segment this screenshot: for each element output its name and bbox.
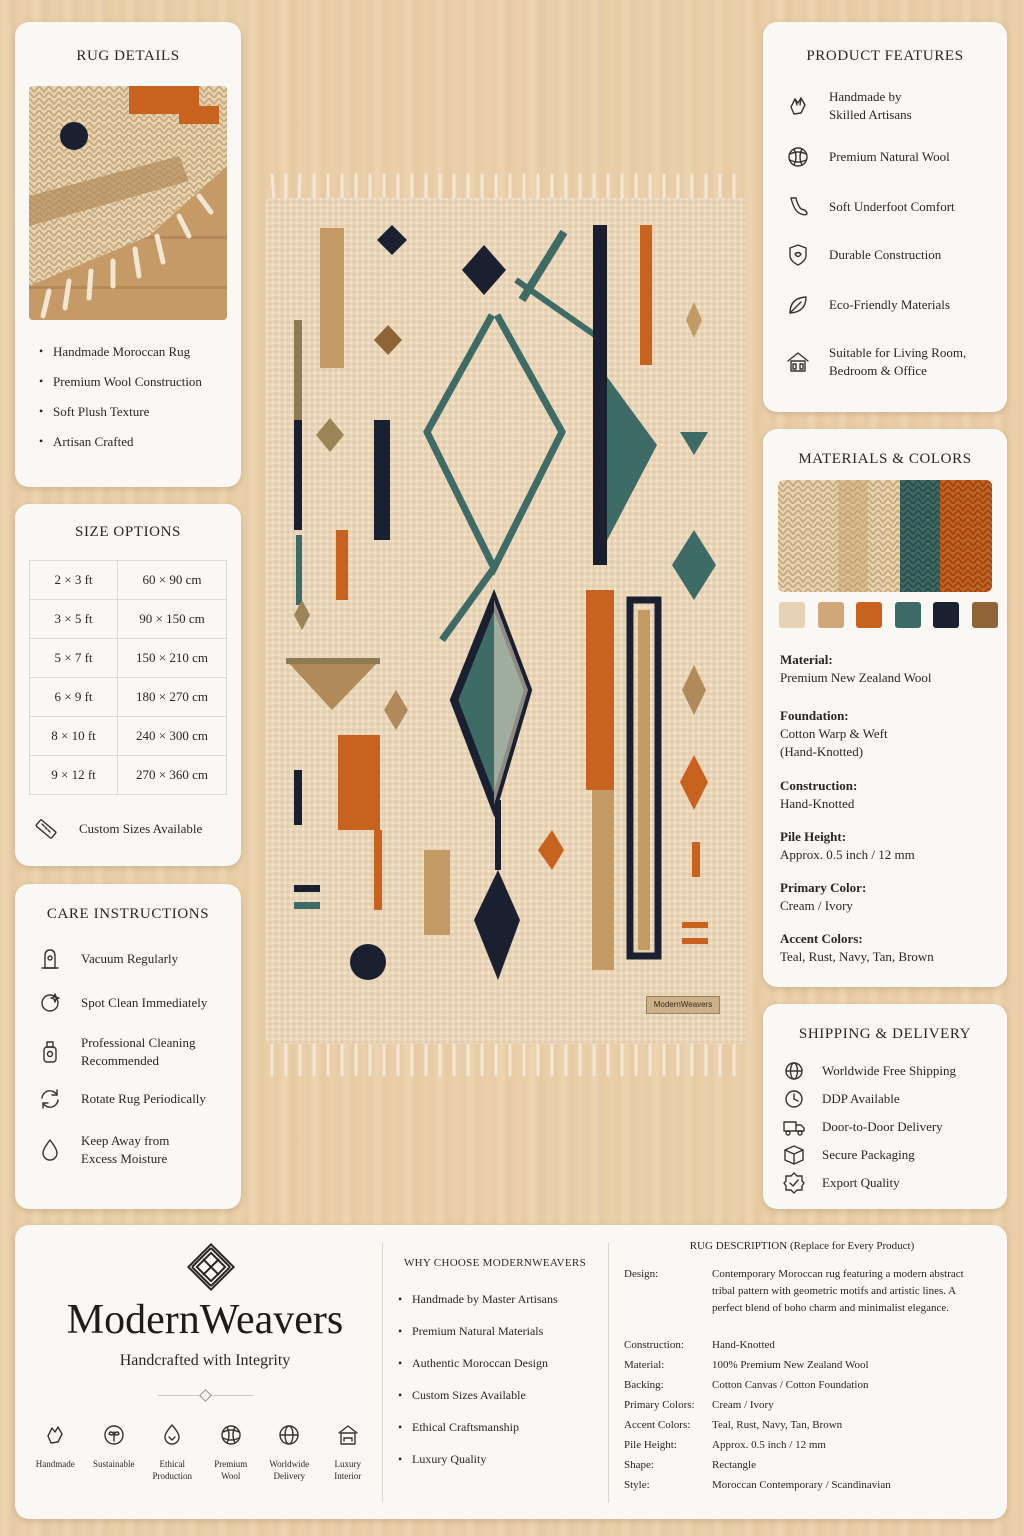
rug-main-image (262, 170, 750, 1082)
brand-tagline: Handcrafted with Integrity (119, 1352, 291, 1369)
brand-name: ModernWeavers (66, 1297, 344, 1343)
rug-details-list (39, 344, 202, 450)
feature-comfort: Soft Underfoot Comfort (783, 192, 993, 222)
table-row[interactable]: 8 × 10 ft 240 × 300 cm (30, 717, 227, 756)
ruler-icon (31, 814, 61, 844)
custom-sizes-label: Custom Sizes Available (79, 821, 203, 836)
description-pile-height: Pile Height: Approx. 0.5 inch / 12 mm (624, 1439, 826, 1451)
list-item: • Authentic Moroccan Design (398, 1356, 558, 1371)
description-accent-colors: Accent Colors: Teal, Rust, Navy, Tan, Brown (624, 1419, 843, 1431)
list-item: • Artisan Crafted (39, 434, 202, 450)
shipping-title: SHIPPING & DELIVERY (798, 1026, 972, 1042)
table-row[interactable]: 2 × 3 ft 60 × 90 cm (30, 561, 227, 600)
badge-luxury-interior: Luxury Interior (319, 1420, 378, 1482)
description-design: Design: Contemporary Moroccan rug featuring a modern abstract tribal pattern with geometric motifs and artistic lines. A perfect blend of boho charm and minimalist elegance. (624, 1268, 964, 1314)
care-item-rotate: Rotate Rug Periodically (35, 1084, 227, 1114)
color-swatch-tan[interactable] (818, 602, 844, 628)
why-choose-title: WHY CHOOSE MODERNWEAVERS (404, 1257, 586, 1269)
shipping-packaging: Secure Packaging (779, 1140, 993, 1170)
description-material: Material: 100% Premium New Zealand Wool (624, 1359, 869, 1371)
shipping-ddp: DDP Available (779, 1084, 993, 1114)
rug-closeup-image (29, 86, 227, 320)
hand-heart-icon (157, 1420, 187, 1450)
rug-details-card (15, 22, 241, 487)
badge-handmade: Handmade (26, 1420, 85, 1482)
table-row[interactable]: 6 × 9 ft 180 × 270 cm (30, 678, 227, 717)
hand-icon (40, 1420, 70, 1450)
list-item: • Handmade by Master Artisans (398, 1292, 558, 1307)
brand-logo-icon (184, 1240, 238, 1294)
spec-foundation: Foundation: Cotton Warp & Weft (Hand-Knotted) (780, 708, 888, 759)
description-primary-colors: Primary Colors: Cream / Ivory (624, 1399, 774, 1411)
materials-title: MATERIALS & COLORS (798, 451, 972, 467)
yarn-texture-image (778, 480, 992, 592)
feature-wool: Premium Natural Wool (783, 142, 993, 172)
spec-accent-colors: Accent Colors: Teal, Rust, Navy, Tan, Brown (780, 931, 934, 964)
badge-icon (779, 1168, 809, 1198)
house-icon (783, 347, 813, 377)
foot-icon (783, 192, 813, 222)
droplet-icon (35, 1135, 65, 1165)
feature-durable: Durable Construction (783, 240, 993, 270)
care-instructions-title: CARE INSTRUCTIONS (46, 906, 210, 922)
interior-icon (333, 1420, 363, 1450)
color-swatch-rust[interactable] (856, 602, 882, 628)
list-item: • Premium Wool Construction (39, 374, 202, 390)
badge-ethical: Ethical Production (143, 1420, 202, 1482)
color-swatch-cream[interactable] (779, 602, 805, 628)
rug-description-title: RUG DESCRIPTION (Replace for Every Product) (689, 1240, 915, 1252)
table-row[interactable]: 3 × 5 ft 90 × 150 cm (30, 600, 227, 639)
rotate-icon (35, 1084, 65, 1114)
description-style: Style: Moroccan Contemporary / Scandinavian (624, 1479, 891, 1491)
feature-rooms: Suitable for Living Room, Bedroom & Office (783, 344, 993, 380)
bottle-icon (35, 1037, 65, 1067)
materials-colors-card (763, 429, 1007, 987)
wool-ball-icon (216, 1420, 246, 1450)
why-choose-list (398, 1292, 558, 1484)
table-row[interactable]: 9 × 12 ft 270 × 360 cm (30, 756, 227, 795)
color-swatch-teal[interactable] (895, 602, 921, 628)
size-table (29, 560, 227, 795)
spec-material: Material: Premium New Zealand Wool (780, 652, 932, 685)
color-swatch-navy[interactable] (933, 602, 959, 628)
description-construction: Construction: Hand-Knotted (624, 1339, 775, 1351)
sprout-icon (99, 1420, 129, 1450)
materials-specs (780, 651, 995, 966)
list-item: • Ethical Craftsmanship (398, 1420, 558, 1435)
leaf-icon (783, 290, 813, 320)
badge-worldwide: Worldwide Delivery (260, 1420, 319, 1482)
product-features-card (763, 22, 1007, 412)
description-backing: Backing: Cotton Canvas / Cotton Foundation (624, 1379, 869, 1391)
hand-icon (783, 91, 813, 121)
product-features-title: PRODUCT FEATURES (806, 48, 964, 64)
list-item: • Custom Sizes Available (398, 1388, 558, 1403)
feature-eco: Eco-Friendly Materials (783, 290, 993, 320)
panel-separator (382, 1243, 383, 1503)
globe-icon (274, 1420, 304, 1450)
care-instructions-card (15, 884, 241, 1209)
size-options-title: SIZE OPTIONS (75, 524, 181, 540)
spec-pile-height: Pile Height: Approx. 0.5 inch / 12 mm (780, 829, 915, 862)
sparkle-icon (35, 988, 65, 1018)
description-shape: Shape: Rectangle (624, 1459, 756, 1471)
globe-icon (779, 1056, 809, 1086)
badge-sustainable: Sustainable (85, 1420, 144, 1482)
care-item-professional: Professional Cleaning Recommended (35, 1034, 227, 1070)
shipping-door: Door-to-Door Delivery (779, 1112, 993, 1142)
vacuum-icon (35, 944, 65, 974)
rug-details-title: RUG DETAILS (76, 48, 180, 64)
shipping-worldwide: Worldwide Free Shipping (779, 1056, 993, 1086)
badge-premium-wool: Premium Wool (202, 1420, 261, 1482)
shipping-delivery-card (763, 1004, 1007, 1209)
spec-construction: Construction: Hand-Knotted (780, 778, 858, 811)
custom-sizes-row[interactable] (31, 814, 227, 844)
truck-icon (779, 1112, 809, 1142)
care-item-vacuum: Vacuum Regularly (35, 944, 227, 974)
list-item: • Luxury Quality (398, 1452, 558, 1467)
list-item: • Soft Plush Texture (39, 404, 202, 420)
brand-badges (26, 1420, 377, 1482)
spec-primary-color: Primary Color: Cream / Ivory (780, 880, 867, 913)
table-row[interactable]: 5 × 7 ft 150 × 210 cm (30, 639, 227, 678)
care-item-spot-clean: Spot Clean Immediately (35, 988, 227, 1018)
shield-icon (783, 240, 813, 270)
list-item: • Handmade Moroccan Rug (39, 344, 202, 360)
panel-separator (608, 1243, 609, 1503)
shipping-export: Export Quality (779, 1168, 993, 1198)
clock-icon (779, 1084, 809, 1114)
size-options-card (15, 504, 241, 866)
color-swatch-brown[interactable] (972, 602, 998, 628)
wool-ball-icon (783, 142, 813, 172)
rug-brand-tag: ModernWeavers (646, 996, 720, 1014)
care-item-moisture: Keep Away from Excess Moisture (35, 1132, 227, 1168)
box-icon (779, 1140, 809, 1170)
list-item: • Premium Natural Materials (398, 1324, 558, 1339)
feature-handmade: Handmade by Skilled Artisans (783, 88, 993, 124)
color-swatches (779, 602, 998, 628)
